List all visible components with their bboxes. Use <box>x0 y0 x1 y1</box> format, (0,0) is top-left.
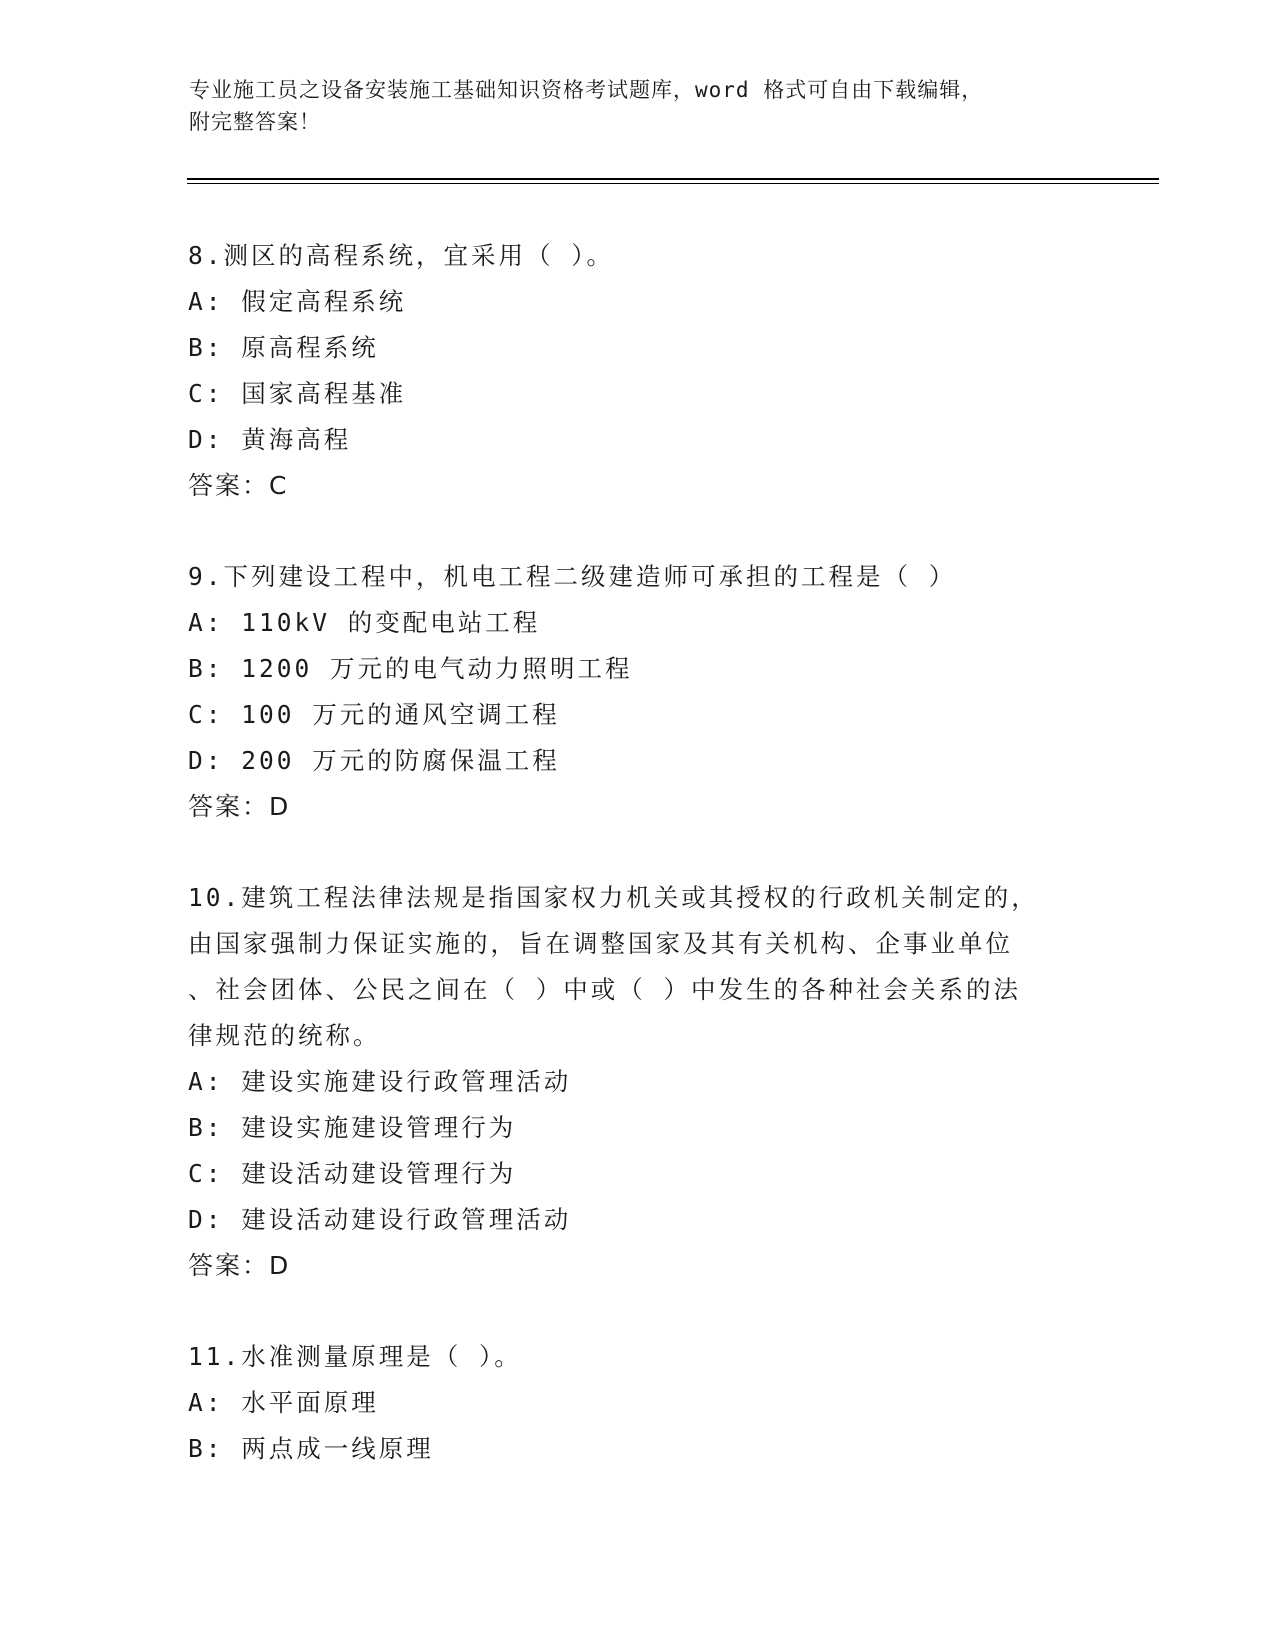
option-b: B: 1200 万元的电气动力照明工程 <box>188 654 633 683</box>
option-a: A: 110kV 的变配电站工程 <box>188 608 541 637</box>
header-divider <box>187 178 1159 180</box>
option-d: D: 黄海高程 <box>188 425 352 454</box>
answer-line: 答案：D <box>188 792 291 821</box>
header-line-1: 专业施工员之设备安装施工基础知识资格考试题库，word 格式可自由下载编辑， <box>189 78 984 102</box>
question-8 <box>188 233 1088 509</box>
question-stem-line-1: 10.建筑工程法律法规是指国家权力机关或其授权的行政机关制定的， <box>188 883 1039 912</box>
option-c: C: 国家高程基准 <box>188 379 407 408</box>
option-a: A: 建设实施建设行政管理活动 <box>188 1067 572 1096</box>
document-header <box>189 74 1089 138</box>
option-a: A: 水平面原理 <box>188 1388 379 1417</box>
option-b: B: 两点成一线原理 <box>188 1434 434 1463</box>
question-stem: 11.水准测量原理是（ ）。 <box>188 1342 522 1371</box>
option-b: B: 建设实施建设管理行为 <box>188 1113 517 1142</box>
question-stem: 9.下列建设工程中，机电工程二级建造师可承担的工程是（ ） <box>188 562 957 591</box>
header-line-2: 附完整答案！ <box>189 110 321 134</box>
header-divider-thin <box>187 183 1159 184</box>
option-d: D: 200 万元的防腐保温工程 <box>188 746 560 775</box>
option-b: B: 原高程系统 <box>188 333 379 362</box>
question-11 <box>188 1334 1088 1472</box>
answer-line: 答案：C <box>188 471 289 500</box>
option-c: C: 建设活动建设管理行为 <box>188 1159 517 1188</box>
question-9 <box>188 554 1088 830</box>
option-d: D: 建设活动建设行政管理活动 <box>188 1205 572 1234</box>
question-stem-line-4: 律规范的统称。 <box>188 1021 381 1050</box>
question-stem-line-3: 、社会团体、公民之间在（ ）中或（ ）中发生的各种社会关系的法 <box>188 975 1021 1004</box>
question-10 <box>188 875 1088 1289</box>
question-list <box>188 233 1088 1517</box>
answer-line: 答案：D <box>188 1251 291 1280</box>
question-stem: 8.测区的高程系统，宜采用（ ）。 <box>188 241 614 270</box>
option-a: A: 假定高程系统 <box>188 287 407 316</box>
question-stem-line-2: 由国家强制力保证实施的，旨在调整国家及其有关机构、企事业单位 <box>188 929 1013 958</box>
option-c: C: 100 万元的通风空调工程 <box>188 700 560 729</box>
